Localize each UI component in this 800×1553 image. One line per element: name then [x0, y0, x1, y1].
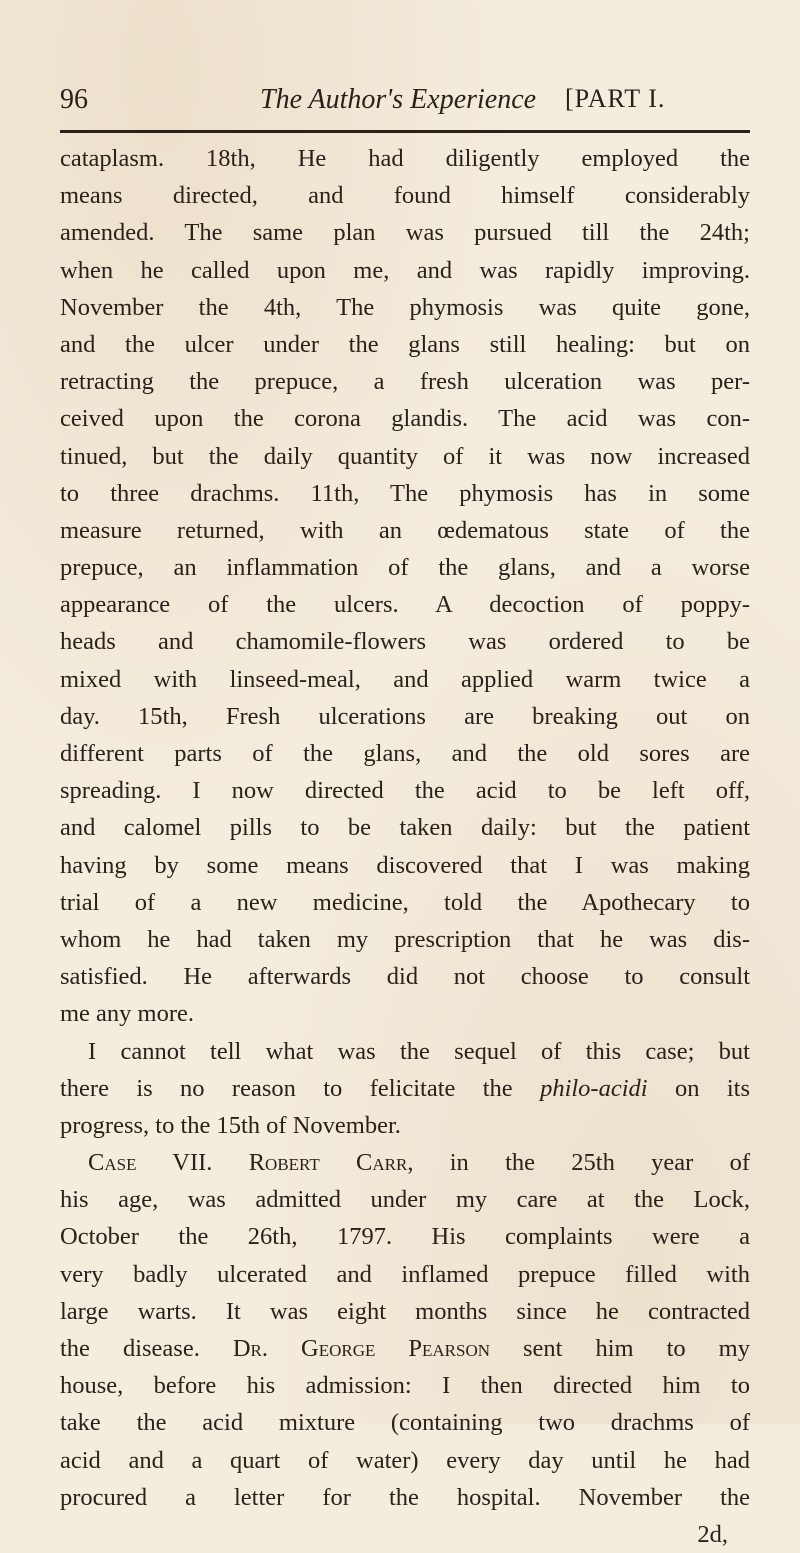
text-span: on its: [647, 1074, 750, 1102]
case-label: Case VII.: [88, 1149, 213, 1177]
text-line: procured a letter for the hospital. November the: [60, 1483, 750, 1511]
text-line: and calomel pills to be taken daily: but the patient: [60, 814, 750, 842]
text-span: sent him to my: [490, 1335, 750, 1362]
text-line: cataplasm. 18th, He had diligently employed the: [60, 145, 750, 172]
text-line: trial of a new medicine, told the Apothecary to: [60, 888, 750, 916]
text-line: acid and a quart of water) every day until he had: [60, 1446, 750, 1474]
text-line: means directed, and found himself considerably: [60, 182, 750, 210]
text-line: mixed with linseed-meal, and applied warm twice a: [60, 665, 750, 693]
part-label: [PART I.: [565, 84, 666, 113]
text-line: to three drachms. 11th, The phymosis has in some: [60, 479, 750, 507]
text-line: heads and chamomile-flowers was ordered to be: [60, 628, 750, 656]
header-rule: [60, 130, 750, 133]
text-line: [60, 1330, 750, 1367]
text-line: progress, to the 15th of November.: [60, 1111, 401, 1139]
text-line: very badly ulcerated and inflamed prepuce filled with: [60, 1260, 750, 1288]
text-line: whom he had taken my prescription that he was dis-: [60, 925, 750, 953]
text-line: [60, 1070, 750, 1107]
text-line: prepuce, an inflammation of the glans, and a worse: [60, 554, 750, 582]
text-span: in the 25th year of: [413, 1149, 750, 1177]
text-line: different parts of the glans, and the old sores are: [60, 740, 750, 767]
text-line: I cannot tell what was the sequel of this case; but: [88, 1037, 750, 1065]
page-number: 96: [60, 84, 88, 115]
text-span: the disease.: [60, 1335, 233, 1362]
text-line: spreading. I now directed the acid to be left off,: [60, 777, 750, 805]
text-line: satisfied. He afterwards did not choose to consult: [60, 963, 750, 991]
doctor-name: Dr. George Pearson: [232, 1335, 490, 1362]
text-line: having by some means discovered that I was making: [60, 851, 750, 879]
running-title: The Author's Experience: [260, 84, 537, 115]
text-line: [60, 1144, 750, 1181]
catchword: 2d,: [697, 1520, 728, 1548]
text-line: November the 4th, The phymosis was quite gone,: [60, 293, 750, 321]
text-line: house, before his admission: I then directed him to: [60, 1372, 750, 1400]
text-span: there is no reason to felicitate the: [60, 1074, 541, 1102]
text-line: tinued, but the daily quantity of it was now increased: [60, 442, 750, 470]
text-line: measure returned, with an œdematous state of the: [60, 516, 750, 544]
italic-term: philo-acidi: [540, 1074, 648, 1102]
text-line: and the ulcer under the glans still healing: but on: [60, 330, 750, 358]
text-line: large warts. It was eight months since he contracted: [60, 1297, 750, 1325]
body-text: [60, 140, 750, 1553]
text-line: appearance of the ulcers. A decoction of poppy-: [60, 591, 750, 619]
text-line: when he called upon me, and was rapidly improving.: [60, 256, 750, 284]
text-line: take the acid mixture (containing two drachms of: [60, 1409, 750, 1437]
text-line: retracting the prepuce, a fresh ulceration was per-: [60, 368, 750, 396]
page-header: [60, 84, 750, 124]
text-line: October the 26th, 1797. His complaints were a: [60, 1223, 750, 1251]
patient-name: Robert Carr,: [248, 1149, 414, 1177]
text-line: ceived upon the corona glandis. The acid was con-: [60, 405, 750, 433]
text-line: me any more.: [60, 1000, 195, 1028]
text-line: day. 15th, Fresh ulcerations are breaking out on: [60, 702, 750, 730]
text-line: amended. The same plan was pursued till the 24th;: [60, 219, 750, 247]
text-line: his age, was admitted under my care at the Lock,: [60, 1186, 750, 1214]
